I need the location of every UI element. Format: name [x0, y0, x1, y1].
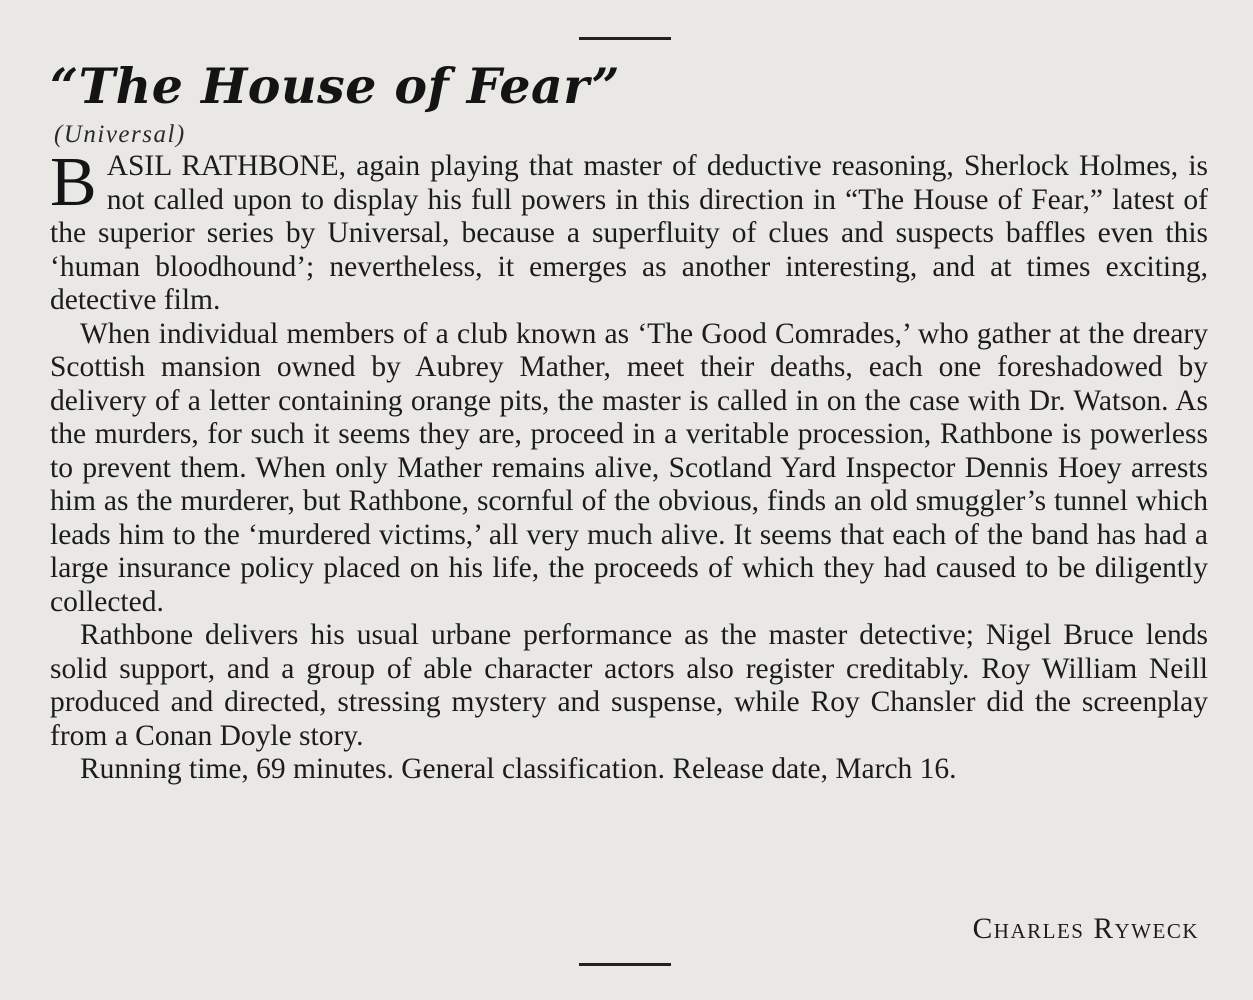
paragraph-1-text: ASIL RATHBONE, again playing that master of deductive reasoning, Sherlock Holmes, is not called upon to display his full powers in this direction in “The House of Fear,” latest of the superior series by Universal, because a superfluity of clues and suspects baffles even this ‘human bloodhound’; nevertheless, it emerges as another interesting, and at times exciting, detective film.	[50, 150, 1208, 316]
review-body	[50, 144, 1208, 787]
top-rule	[579, 37, 671, 40]
paragraph-2: When individual members of a club known as ‘The Good Comrades,’ who gather at the dreary Scottish mansion owned by Aubrey Mather, meet their deaths, each one foreshadowed by delivery of a letter containing orange pits, the master is called in on the case with Dr. Watson. As the murders, for such it seems they are, proceed in a veritable procession, Rathbone is powerless to prevent them. When only Mather remains alive, Scotland Yard Inspector Dennis Hoey arrests him as the murderer, but Rathbone, scornful of the obvious, finds an old smuggler’s tunnel which leads him to the ‘murdered victims,’ all very much alive. It seems that each of the band has had a large insurance policy placed on his life, the proceeds of which they had caused to be diligently collected.	[50, 317, 1208, 618]
drop-cap: B	[50, 144, 97, 221]
author-signature: Charles Ryweck	[972, 913, 1199, 945]
paragraph-4: Running time, 69 minutes. General classification. Release date, March 16.	[80, 753, 957, 785]
studio-name: (Universal)	[54, 121, 186, 148]
review-title: “The House of Fear”	[50, 57, 621, 115]
paragraph-1	[50, 144, 1208, 318]
bottom-rule	[579, 963, 671, 966]
paragraph-3: Rathbone delivers his usual urbane performance as the master detective; Nigel Bruce lends solid support, and a group of able character actors also register creditably. Roy William Neill produced and directed, stressing mystery and suspense, while Roy Chansler did the screenplay from a Conan Doyle story.	[50, 619, 1208, 752]
